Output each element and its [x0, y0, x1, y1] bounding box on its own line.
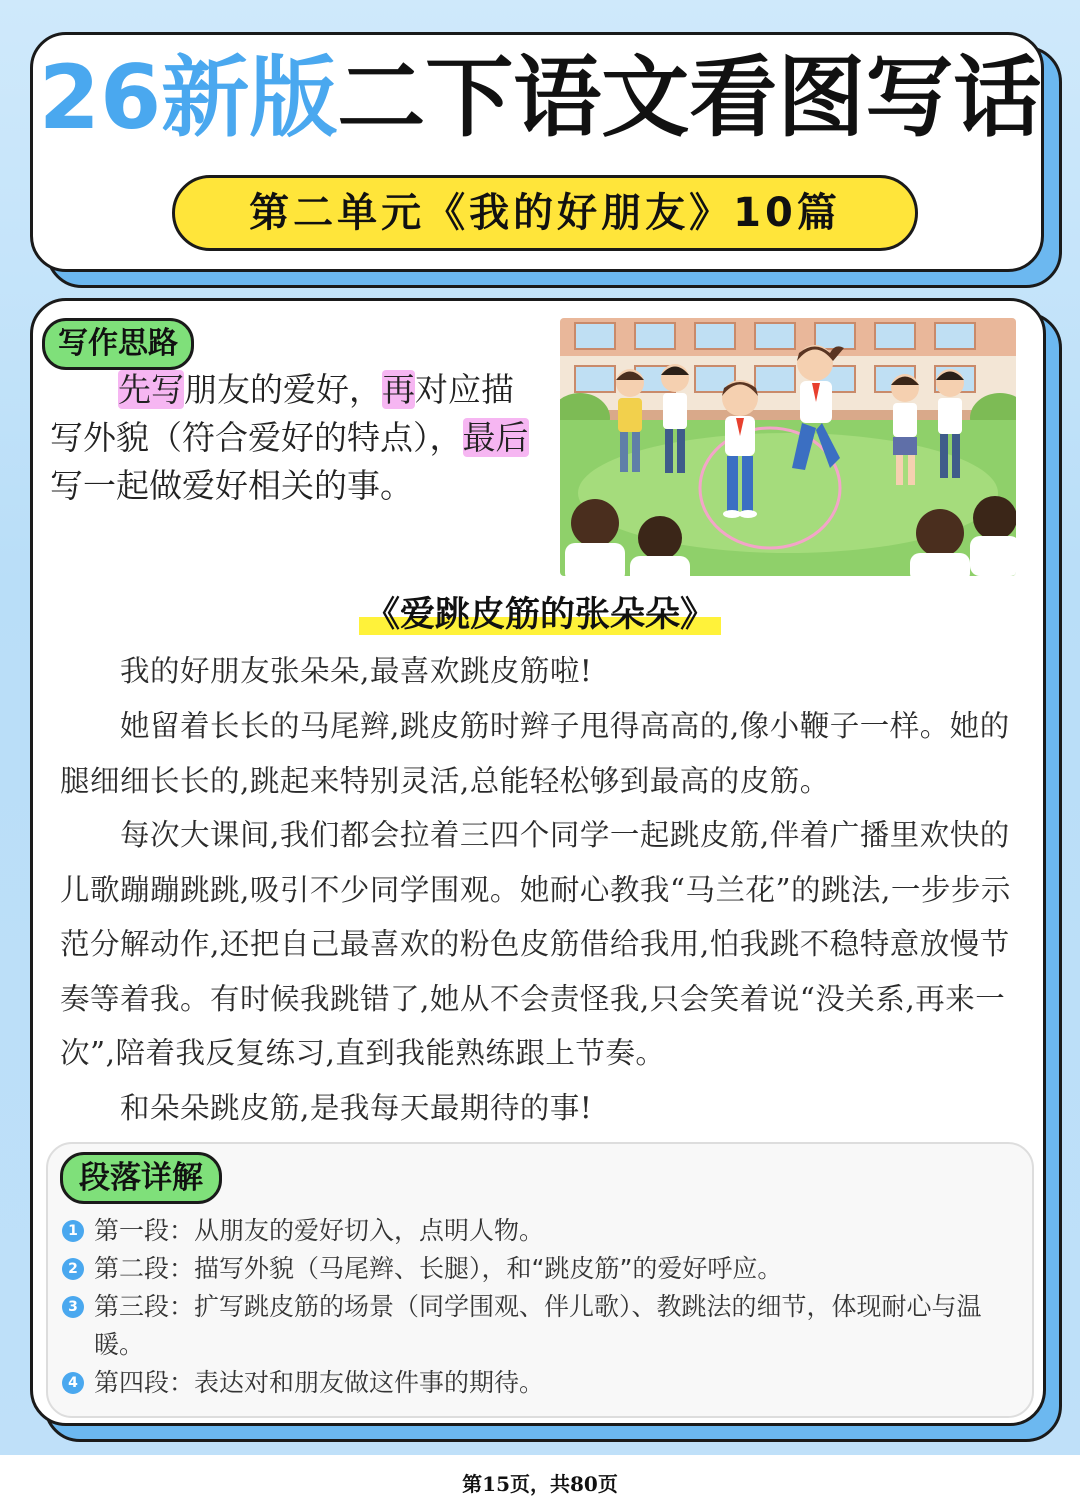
detail-text-2: 第二段：描写外貌（马尾辫、长腿），和“跳皮筋”的爱好呼应。: [94, 1254, 783, 1283]
highlight-then: 再: [382, 370, 415, 409]
children-jumping-rope-illustration: [560, 318, 1016, 576]
essay-title-text: 《爱跳皮筋的张朵朵》: [359, 595, 721, 635]
detail-text-1: 第一段：从朋友的爱好切入，点明人物。: [94, 1216, 545, 1245]
list-item: [62, 1212, 1012, 1250]
page-title: [0, 48, 1080, 148]
title-main: 二下语文看图写话: [337, 46, 1042, 149]
idea-text-2: 对应描写外貌（符合爱好的特点），: [50, 370, 514, 457]
idea-text-1: 朋友的爱好，: [184, 370, 382, 409]
writing-idea-tag: 写作思路: [42, 318, 194, 370]
list-item: [62, 1250, 1012, 1288]
title-highlight: 26新版: [38, 46, 338, 149]
highlight-last: 最后: [462, 418, 529, 457]
idea-text-3: 写一起做爱好相关的事。: [50, 466, 413, 505]
highlight-first: 先写: [118, 370, 184, 409]
detail-text-4: 第四段：表达对和朋友做这件事的期待。: [94, 1368, 545, 1397]
number-2-icon: 2: [62, 1258, 84, 1280]
essay-paragraph-1: 我的好朋友张朵朵,最喜欢跳皮筋啦!: [120, 654, 593, 688]
essay-paragraph-4: 和朵朵跳皮筋,是我每天最期待的事!: [120, 1091, 593, 1125]
subtitle-pill: 第二单元《我的好朋友》10篇: [172, 175, 918, 251]
number-4-icon: 4: [62, 1372, 84, 1394]
essay-paragraph-3: 每次大课间,我们都会拉着三四个同学一起跳皮筋,伴着广播里欢快的儿歌蹦蹦跳跳,吸引不少同学围观。她耐心教我“马兰花”的跳法,一步步示范分解动作,还把自己最喜欢的粉色皮筋借给我用,怕我跳不稳特意放慢节奏等着我。有时候我跳错了,她从不会责怪我,只会笑着说“没关系,再来一次”,陪着我反复练习,直到我能熟练跟上节奏。: [60, 818, 1011, 1070]
detail-text-3: 第三段：扩写跳皮筋的场景（同学围观、伴儿歌）、教跳法的细节，体现耐心与温暖。: [94, 1292, 982, 1359]
paragraph-details-tag: 段落详解: [60, 1152, 222, 1204]
essay-title: [0, 590, 1080, 640]
list-item: [62, 1288, 1012, 1364]
list-item: [62, 1364, 1012, 1402]
paragraph-details-list: [62, 1212, 1012, 1402]
number-1-icon: 1: [62, 1220, 84, 1242]
page-number: 第15页，共80页: [462, 1472, 618, 1496]
writing-idea-text: [50, 366, 540, 510]
number-3-icon: 3: [62, 1296, 84, 1318]
essay-paragraph-2: 她留着长长的马尾辫,跳皮筋时辫子甩得高高的,像小鞭子一样。她的腿细细长长的,跳起来特别灵活,总能轻松够到最高的皮筋。: [60, 709, 1010, 798]
